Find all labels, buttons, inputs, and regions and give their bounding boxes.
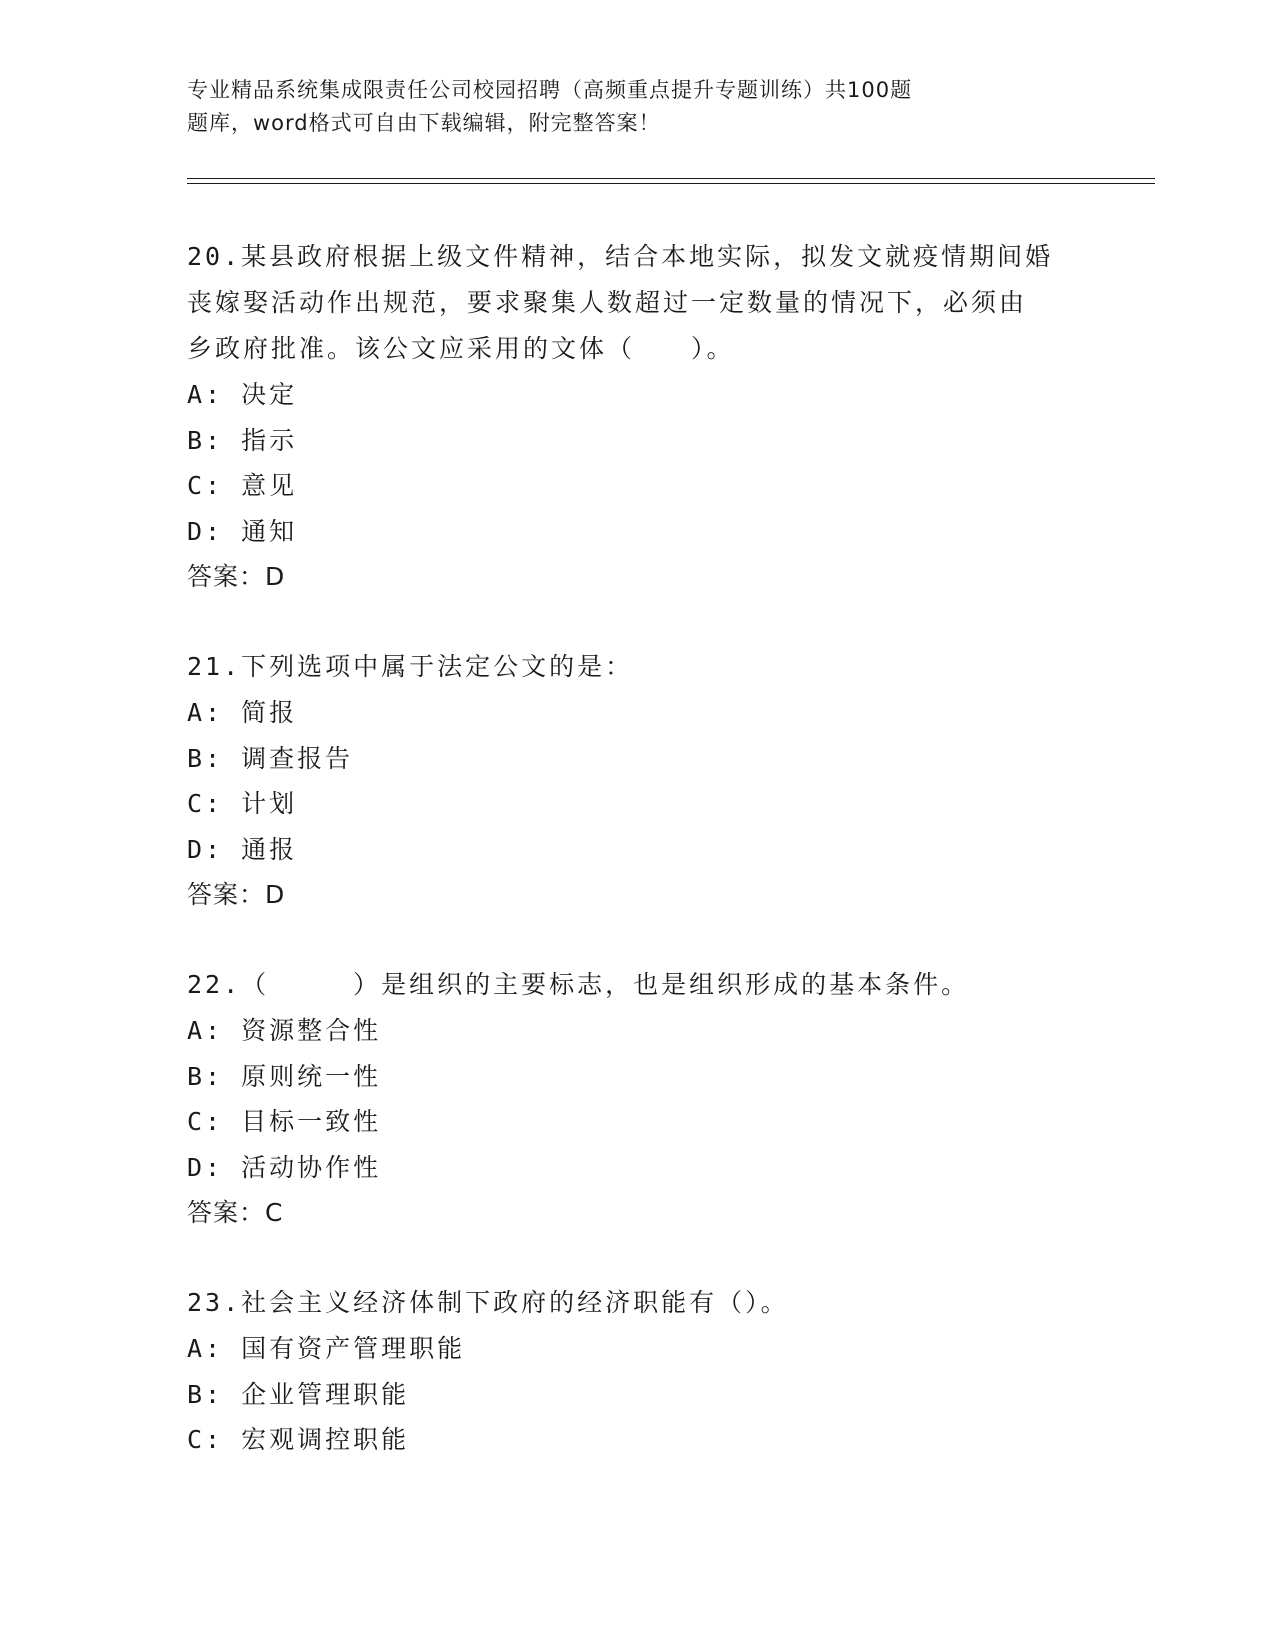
question-stem-line: 乡政府批准。该公文应采用的文体（ ）。 — [187, 334, 735, 363]
answer-line: 答案：D — [187, 562, 286, 591]
option-text: 调查报告 — [241, 743, 354, 773]
question-list — [187, 234, 1087, 1507]
question-22 — [187, 962, 1087, 1236]
option-letter: C: — [187, 1107, 224, 1136]
option-text: 计划 — [241, 789, 298, 818]
question-20 — [187, 234, 1087, 600]
option-b — [187, 736, 1087, 782]
question-stem — [187, 1280, 1087, 1326]
option-text: 企业管理职能 — [241, 1379, 410, 1409]
option-text: 目标一致性 — [241, 1107, 382, 1136]
option-b — [187, 1372, 1087, 1418]
answer-line: 答案：C — [187, 1198, 284, 1227]
question-stem-line: 丧嫁娶活动作出规范，要求聚集人数超过一定数量的情况下，必须由 — [187, 288, 1028, 317]
header-title-line-2: 题库，word格式可自由下载编辑，附完整答案！ — [187, 111, 661, 135]
option-c — [187, 463, 1087, 509]
option-d — [187, 509, 1087, 555]
option-b — [187, 1054, 1087, 1100]
header-divider-top — [187, 178, 1155, 179]
option-letter: B: — [187, 743, 224, 773]
question-stem — [187, 962, 1087, 1008]
option-text: 活动协作性 — [241, 1152, 382, 1182]
option-letter: A: — [187, 698, 224, 727]
option-letter: B: — [187, 1379, 224, 1409]
option-d — [187, 827, 1087, 873]
option-a — [187, 690, 1087, 736]
option-c — [187, 1099, 1087, 1145]
option-letter: C: — [187, 471, 224, 500]
option-c — [187, 781, 1087, 827]
option-letter: B: — [187, 1061, 224, 1091]
question-stem-line: 23.社会主义经济体制下政府的经济职能有（）。 — [187, 1288, 789, 1317]
option-letter: A: — [187, 1016, 224, 1045]
option-text: 资源整合性 — [241, 1016, 382, 1045]
option-text: 宏观调控职能 — [241, 1425, 410, 1454]
question-21 — [187, 644, 1087, 918]
option-a — [187, 372, 1087, 418]
question-stem-line: 20.某县政府根据上级文件精神，结合本地实际，拟发文就疫情期间婚 — [187, 242, 1054, 271]
option-text: 通报 — [241, 834, 298, 864]
option-b — [187, 418, 1087, 464]
option-d — [187, 1145, 1087, 1191]
option-letter: C: — [187, 789, 224, 818]
question-stem — [187, 644, 1087, 690]
option-letter: C: — [187, 1425, 224, 1454]
option-letter: A: — [187, 380, 224, 409]
document-header — [187, 74, 1047, 140]
header-divider-bottom — [187, 183, 1155, 184]
option-letter: D: — [187, 1152, 224, 1182]
question-23 — [187, 1280, 1087, 1463]
question-stem-line: 21.下列选项中属于法定公文的是： — [187, 652, 634, 681]
option-letter: D: — [187, 834, 224, 864]
header-title-line-1: 专业精品系统集成限责任公司校园招聘（高频重点提升专题训练）共100题 — [187, 78, 913, 102]
option-text: 原则统一性 — [241, 1061, 382, 1091]
option-text: 通知 — [241, 516, 298, 546]
option-a — [187, 1326, 1087, 1372]
option-letter: D: — [187, 516, 224, 546]
answer-line: 答案：D — [187, 880, 286, 909]
option-text: 国有资产管理职能 — [241, 1334, 466, 1363]
option-a — [187, 1008, 1087, 1054]
question-stem-line: 22.（ ）是组织的主要标志，也是组织形成的基本条件。 — [187, 970, 970, 999]
option-letter: A: — [187, 1334, 224, 1363]
option-text: 简报 — [241, 698, 298, 727]
option-c — [187, 1417, 1087, 1463]
option-text: 指示 — [241, 425, 298, 455]
option-text: 决定 — [241, 380, 298, 409]
question-stem — [187, 234, 1087, 372]
option-letter: B: — [187, 425, 224, 455]
option-text: 意见 — [241, 471, 298, 500]
